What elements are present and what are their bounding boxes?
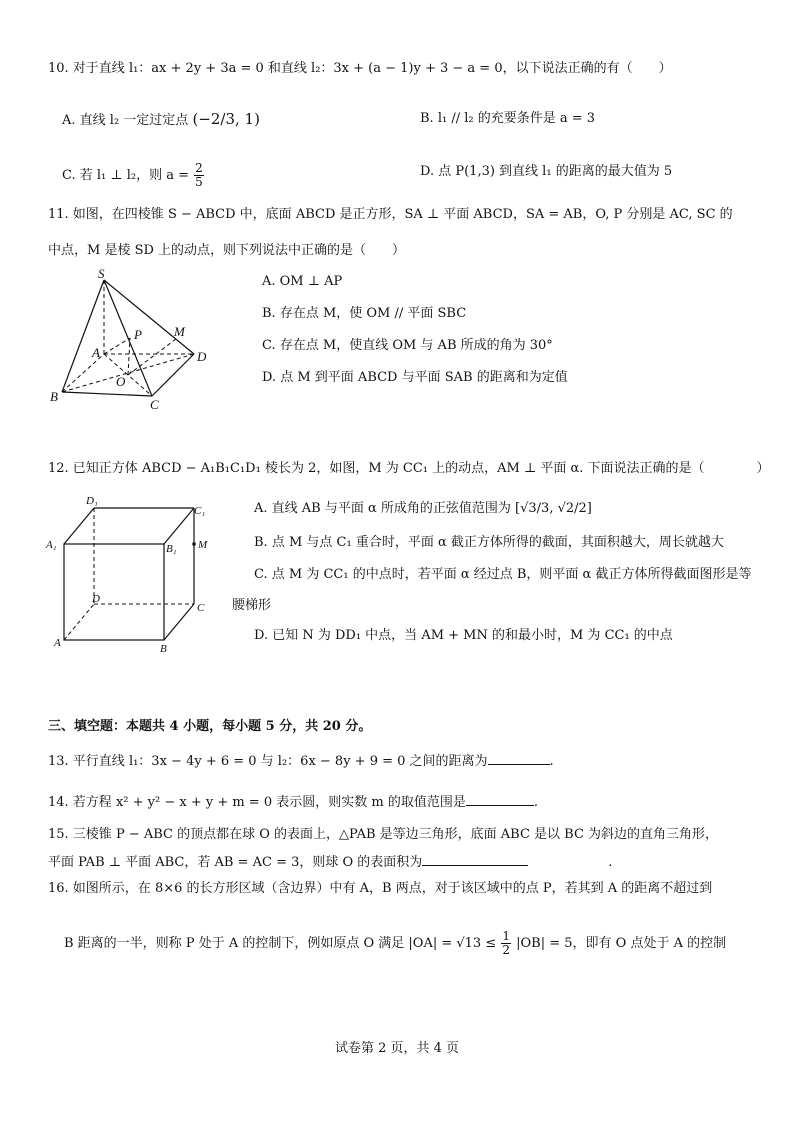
- q13-text: 13. 平行直线 l₁：3x − 4y + 6 = 0 与 l₂：6x − 8y + 9 = 0 之间的距离为: [48, 754, 488, 769]
- fig-label: B₁: [166, 543, 177, 555]
- fraction-denominator: 2: [502, 943, 510, 957]
- q15-text: 平面 PAB ⊥ 平面 ABC，若 AB = AC = 3，则球 O 的表面积为: [48, 855, 423, 870]
- q10-option-a-point: (−2/3, 1): [192, 110, 260, 128]
- q12-option-d: D. 已知 N 为 DD₁ 中点，当 AM + MN 的和最小时，M 为 CC₁ 的中点: [254, 628, 673, 643]
- q14: [48, 792, 538, 812]
- q10-option-c-text: C. 若 l₁ ⊥ l₂，则 a =: [62, 168, 190, 183]
- edge-bc: [62, 392, 152, 396]
- q13-answer-blank[interactable]: [488, 751, 550, 765]
- fig-label: B: [160, 643, 167, 655]
- fraction-numerator: 1: [502, 929, 510, 943]
- q10-option-c: [62, 162, 205, 189]
- q14-end: .: [533, 795, 538, 810]
- q16-line2: [64, 930, 726, 957]
- fig-label: P: [134, 327, 142, 342]
- q12-option-a-range: [√3/3, √2/2]: [515, 501, 592, 516]
- q16-line1: 16. 如图所示，在 8×6 的长方形区域（含边界）中有 A，B 两点，对于该区域中的点 P，若其到 A 的距离不超过到: [48, 881, 713, 896]
- q12-option-c: C. 点 M 为 CC₁ 的中点时，若平面 α 经过点 B，则平面 α 截正方体所得截面图形是等: [254, 567, 752, 582]
- q12-option-a-text: A. 直线 AB 与平面 α 所成角的正弦值范围为: [254, 501, 511, 516]
- q10-option-d: D. 点 P(1,3) 到直线 l₁ 的距离的最大值为 5: [420, 164, 673, 179]
- fig-label: S: [98, 266, 105, 281]
- q16-text-pre: B 距离的一半，则称 P 处于 A 的控制下，例如原点 O 满足 |OA| = √13 ≤: [64, 936, 497, 951]
- fig-label: B: [50, 389, 58, 404]
- q15-line2: [48, 852, 612, 872]
- fig-label: A: [92, 345, 100, 360]
- q16-text-post: |OB| = 5，即有 O 点处于 A 的控制: [516, 936, 727, 951]
- q12-stem: 12. 已知正方体 ABCD − A₁B₁C₁D₁ 棱长为 2，如图，M 为 CC₁ 上的动点，AM ⊥ 平面 α. 下面说法正确的是（ ）: [48, 461, 770, 476]
- q10-option-c-fraction: [194, 162, 204, 189]
- fig-label: A₁: [46, 539, 57, 551]
- q11-pyramid-figure: [44, 266, 224, 416]
- fig-label: C: [197, 602, 205, 614]
- fig-label: A: [54, 637, 61, 649]
- fig-label: D₁: [86, 495, 98, 507]
- q10-option-b: B. l₁ // l₂ 的充要条件是 a = 3: [420, 111, 596, 126]
- q12-cube-figure: [44, 494, 216, 656]
- q11-option-b: B. 存在点 M，使 OM // 平面 SBC: [262, 306, 467, 321]
- q12-option-a: [254, 500, 592, 518]
- fraction-denominator: 5: [195, 175, 203, 189]
- q11-option-a: A. OM ⊥ AP: [262, 274, 343, 289]
- fig-label: C: [150, 397, 159, 412]
- q13-end: .: [549, 754, 554, 769]
- q12-option-c-cont: 腰梯形: [232, 598, 272, 613]
- q15-end: .: [608, 855, 613, 870]
- fig-label: C₁: [194, 505, 206, 517]
- visible-edges: [64, 508, 194, 640]
- edge-sb: [62, 280, 104, 392]
- q11-stem-line1: 11. 如图，在四棱锥 S − ABCD 中，底面 ABCD 是正方形，SA ⊥ 平面 ABCD，SA = AB，O, P 分别是 AC, SC 的: [48, 207, 733, 222]
- fig-label: M: [198, 539, 208, 551]
- q13: [48, 751, 554, 771]
- hidden-edges: [64, 508, 194, 640]
- q16-half-fraction: [501, 930, 511, 957]
- q10-option-a: [62, 110, 260, 130]
- q10-stem: 10. 对于直线 l₁：ax + 2y + 3a = 0 和直线 l₂：3x + (a − 1)y + 3 − a = 0，以下说法正确的有（ ）: [48, 61, 672, 76]
- edge-sc: [104, 280, 152, 396]
- q11-stem-line2: 中点，M 是棱 SD 上的动点，则下列说法中正确的是（ ）: [48, 243, 406, 258]
- fig-label: O: [116, 374, 126, 389]
- q11-option-d: D. 点 M 到平面 ABCD 与平面 SAB 的距离和为定值: [262, 370, 568, 385]
- q10-option-a-text: A. 直线 l₂ 一定过定点: [62, 113, 189, 128]
- q11-option-c: C. 存在点 M，使直线 OM 与 AB 所成的角为 30°: [262, 338, 553, 353]
- page-footer: 试卷第 2 页，共 4 页: [334, 1041, 460, 1056]
- edge-sd: [104, 280, 194, 354]
- fig-label: D: [197, 349, 207, 364]
- q14-answer-blank[interactable]: [466, 792, 534, 806]
- q12-option-b: B. 点 M 与点 C₁ 重合时，平面 α 截正方体所得的截面，其面积越大，周长就越大: [254, 535, 724, 550]
- fig-label: D: [92, 593, 100, 605]
- section-heading: 三、填空题：本题共 4 小题，每小题 5 分，共 20 分。: [48, 719, 372, 734]
- q15-line1: 15. 三棱锥 P − ABC 的顶点都在球 O 的表面上，△PAB 是等边三角形，底面 ABC 是以 BC 为斜边的直角三角形，: [48, 827, 719, 842]
- fig-label: M: [174, 324, 185, 339]
- q15-answer-blank[interactable]: [422, 852, 528, 866]
- point-m: [192, 542, 196, 546]
- fraction-numerator: 2: [195, 161, 203, 175]
- q14-text: 14. 若方程 x² + y² − x + y + m = 0 表示圆，则实数 m 的取值范围是: [48, 795, 466, 810]
